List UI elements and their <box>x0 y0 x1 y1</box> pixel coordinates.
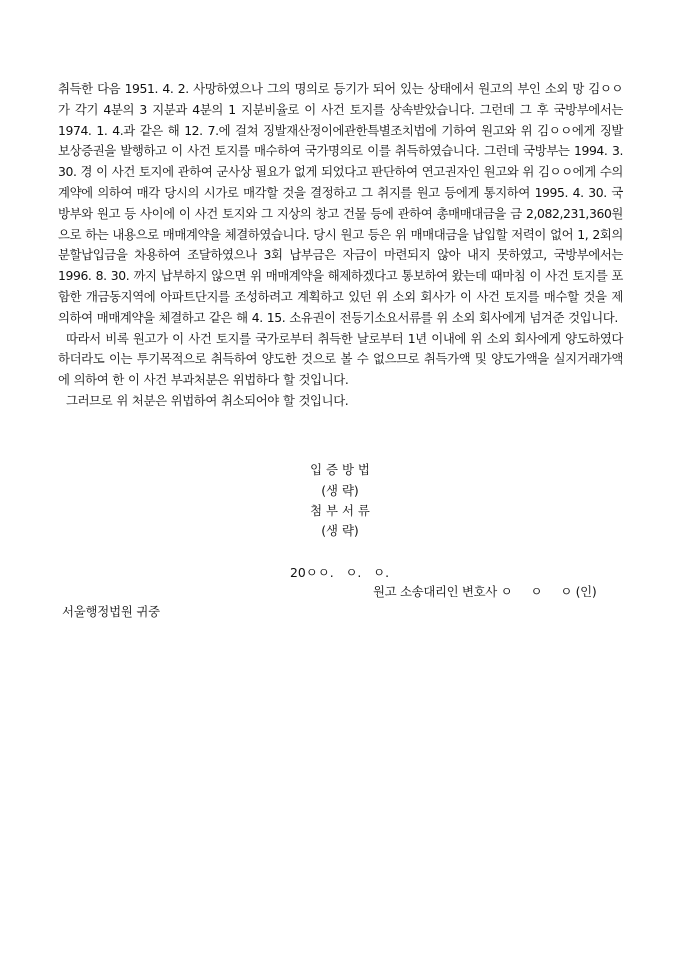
document-body <box>58 79 623 412</box>
body-paragraph-conclusion: 그러므로 위 처분은 위법하여 취소되어야 할 것입니다. <box>66 392 349 408</box>
attachments-note: (생 략) <box>321 523 359 538</box>
court-addressee: 서울행정법원 귀중 <box>62 604 160 619</box>
body-paragraph-argument: 따라서 비록 원고가 이 사건 토지를 국가로부터 취득한 날로부터 1년 이내에 위 소외 회사에게 양도하였다 하더라도 이는 투기목적으로 취득하여 양도한 것으로 볼 수 없으므로 취득가액 및 양도가액을 실지거래가액에 의하여 한 이 사건 부과처분은 위법하다 할 것입니다. <box>58 330 623 388</box>
body-paragraph-facts: 취득한 다음 1951. 4. 2. 사망하였으나 그의 명의로 등기가 되어 있는 상태에서 원고의 부인 소외 망 김ㅇㅇ가 각기 4분의 3 지분과 4분의 1 지분비율로 이 사건 토지를 상속받았습니다. 그런데 그 후 국방부에서는 1974. 1. 4.과 같은 해 12. 7.에 걸쳐 징발재산정이에관한특별조치법에 기하여 원고와 위 김ㅇㅇ에게 징발보상증권을 발행하고 이 사건 토지를 매수하여 국가명의로 이를 취득하였습니다. 그런데 국방부는 1994. 3. 30. 경 이 사건 토지에 관하여 군사상 필요가 없게 되었다고 판단하여 연고권자인 원고와 위 김ㅇㅇ에게 수의계약에 의하여 매각 당시의 시가로 매각할 것을 결정하고 그 취지를 원고 등에게 통지하여 1995. 4. 30. 국방부와 원고 등 사이에 이 사건 토지와 그 지상의 창고 건물 등에 관하여 총매매대금을 금 2,082,231,360원으로 하는 내용으로 매매계약을 체결하였습니다. 당시 원고 등은 위 매매대금을 납입할 저력이 없어 1, 2회의 분할납입금을 차용하여 조달하였으나 3회 납부금은 자금이 마련되지 않아 내지 못하였고, 국방부에서는 1996. 8. 30. 까지 납부하지 않으면 위 매매계약을 해제하겠다고 통보하여 왔는데 때마침 이 사건 토지를 포함한 개금동지역에 아파트단지를 조성하려고 계획하고 있던 위 소외 회사가 이 사건 토지를 매수할 것을 제의하여 매매계약을 체결하고 같은 해 4. 15. 소유권이 전등기소요서류를 위 소외 회사에게 넘겨준 것입니다. <box>58 81 623 325</box>
evidence-heading: 입 증 방 법 <box>310 462 370 477</box>
evidence-note: (생 략) <box>321 483 359 498</box>
attachments-heading: 첨 부 서 류 <box>310 503 370 518</box>
filing-date: 20ㅇㅇ. ㅇ. ㅇ. <box>290 565 390 580</box>
signer-line: 원고 소송대리인 변호사 ㅇ ㅇ ㅇ (인) <box>373 584 597 599</box>
